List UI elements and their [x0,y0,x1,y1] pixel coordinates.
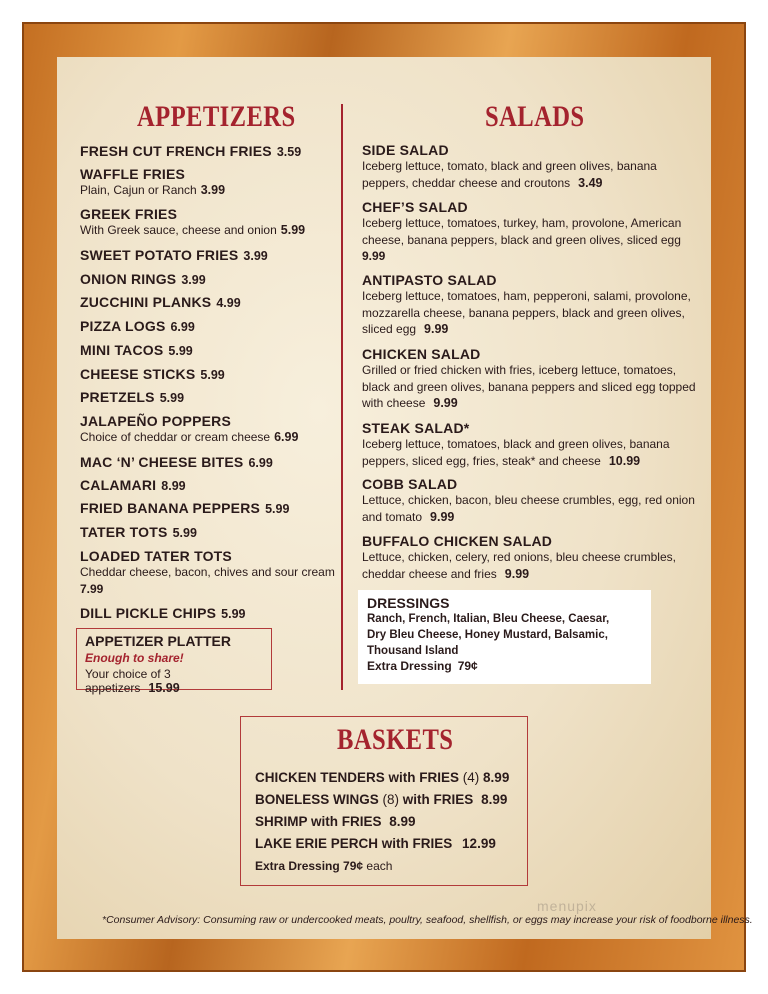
basket-item: LAKE ERIE PERCH with FRIES 12.99 [255,836,496,851]
extra-dressing: Extra Dressing 79¢ [367,659,478,673]
appetizer-item: SWEET POTATO FRIES 3.99 [80,247,268,263]
appetizer-item: ONION RINGS 3.99 [80,271,206,287]
column-divider [341,104,343,690]
appetizer-item: TATER TOTS 5.99 [80,524,197,540]
dressings-line: Ranch, French, Italian, Bleu Cheese, Caesar, [367,613,610,625]
basket-item: CHICKEN TENDERS with FRIES (4) 8.99 [255,770,510,785]
appetizer-item: ZUCCHINI PLANKS 4.99 [80,294,241,310]
salad-item: SIDE SALAD Iceberg lettuce, tomato, black and green olives, banana peppers, cheddar cheese and croutons 3.49 [362,142,657,190]
salad-item: COBB SALAD Lettuce, chicken, bacon, bleu cheese crumbles, egg, red onion and tomato 9.99 [362,476,695,524]
dressings-line: Thousand Island [367,645,459,657]
appetizer-item: CALAMARI 8.99 [80,477,186,493]
appetizer-item: MINI TACOS 5.99 [80,342,193,358]
baskets-heading: BASKETS [337,723,454,756]
appetizer-item: CHEESE STICKS 5.99 [80,366,225,382]
consumer-advisory: *Consumer Advisory: Consuming raw or undercooked meats, poultry, seafood, shellfish, or eggs may increase your risk of foodborne illness. [102,914,753,926]
dressings-line: Dry Bleu Cheese, Honey Mustard, Balsamic, [367,629,608,641]
appetizer-item: DILL PICKLE CHIPS 5.99 [80,605,246,621]
dressings-box [358,590,651,684]
platter-subtitle: Enough to share! [85,651,184,665]
appetizer-item: PRETZELS 5.99 [80,389,185,405]
salad-item: STEAK SALAD* Iceberg lettuce, tomatoes, black and green olives, banana peppers, sliced egg, fries, steak* and cheese 10.99 [362,420,670,468]
appetizer-item: GREEK FRIES With Greek sauce, cheese and onion 5.99 [80,206,306,237]
platter-title: APPETIZER PLATTER [85,633,231,649]
appetizer-item: PIZZA LOGS 6.99 [80,318,195,334]
platter-desc: Your choice of 3 appetizers 15.99 [85,667,180,695]
salad-item: ANTIPASTO SALAD Iceberg lettuce, tomatoes, ham, pepperoni, salami, provolone, mozzarella cheese, banana peppers, black and green olives, sliced egg 9.99 [362,272,691,336]
salad-item: CHICKEN SALAD Grilled or fried chicken with fries, iceberg lettuce, tomatoes, black and green olives, banana peppers and sliced egg topped with cheese 9.99 [362,346,696,410]
basket-item: BONELESS WINGS (8) with FRIES 8.99 [255,792,508,807]
salad-item: CHEF’S SALAD Iceberg lettuce, tomatoes, turkey, ham, provolone, American cheese, banana peppers, black and green olives, sliced egg 9.99 [362,199,682,263]
appetizers-heading: APPETIZERS [137,100,296,133]
appetizer-item: MAC ‘N’ CHEESE BITES 6.99 [80,454,273,470]
salads-heading: SALADS [485,100,585,133]
watermark: menupix [537,898,597,914]
basket-extra-dressing: Extra Dressing 79¢ each [255,859,393,873]
appetizer-item: FRIED BANANA PEPPERS 5.99 [80,500,290,516]
dressings-title: DRESSINGS [367,595,450,611]
appetizer-platter-box [76,628,272,695]
basket-item: SHRIMP with FRIES 8.99 [255,814,416,829]
salad-item: BUFFALO CHICKEN SALAD Lettuce, chicken, celery, red onions, bleu cheese crumbles, cheddar cheese and fries 9.99 [362,533,676,581]
appetizer-item: WAFFLE FRIES Plain, Cajun or Ranch 3.99 [80,166,226,197]
appetizer-item: JALAPEÑO POPPERS Choice of cheddar or cream cheese 6.99 [80,413,299,444]
appetizer-item: LOADED TATER TOTS Cheddar cheese, bacon, chives and sour cream 7.99 [80,548,335,596]
baskets-box [240,716,528,886]
appetizer-item: FRESH CUT FRENCH FRIES 3.59 [80,143,302,159]
